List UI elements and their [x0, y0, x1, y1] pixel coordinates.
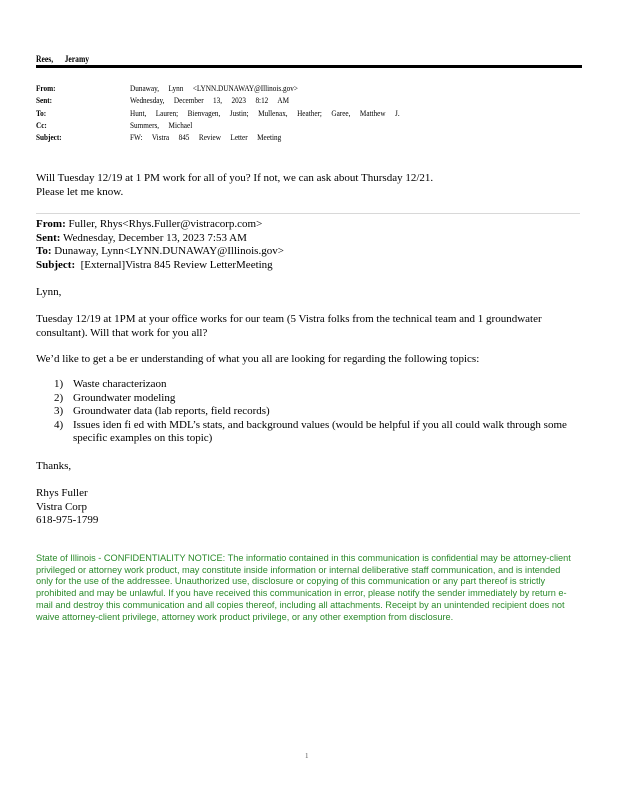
list-item: [36, 378, 581, 392]
topic-number: 4): [54, 418, 64, 431]
email-header: [36, 82, 447, 143]
closing: Thanks,: [36, 460, 72, 472]
forward-divider: [36, 213, 580, 214]
confidentiality-notice: State of Illinois - CONFIDENTIALITY NOTICE: The informatio contained in this communication is confidential may be attorney-client privileged or attorney work product, may constitute inside information or internal deliberative staff communication, and is intended only for the use of the addressee. Unauthorized use, disclosure or copying of this communication or any part thereof is strictly prohibited and may be unlawful. If you have received this communication in error, please notify the sender immediately by return e-mail and destroy this communication and all copies thereof, including all attachments. Receipt by an unintended recipient does not waive attorney-client privilege, attorney work product privilege, or any other exemption from disclosure.: [36, 553, 571, 622]
fwd-sent-label: Sent:: [36, 231, 61, 244]
topics-list: [36, 378, 581, 446]
topic-text: Waste characterizaon: [73, 378, 167, 390]
fwd-sent-row: [36, 232, 586, 246]
paragraph-topics-intro: We’d like to get a be er understanding of what you all are looking for regarding the following topics:: [36, 353, 480, 365]
fwd-subject-row: [36, 259, 586, 273]
topic-text: Groundwater data (lab reports, field records): [73, 405, 270, 418]
list-item: [36, 392, 581, 406]
fwd-subject-value: [External]Vistra 845 Review LetterMeeting: [80, 258, 273, 271]
header-subject-row: [36, 131, 447, 143]
intro-line-2: Please let me know.: [36, 185, 124, 198]
header-divider: [36, 65, 582, 68]
header-to-value: Hunt, Lauren; Bienvagen, Justin; Mullenax, Heather; Garee, Matthew J.: [130, 107, 400, 118]
fwd-to-row: [36, 245, 586, 259]
header-from-value: Dunaway, Lynn <LYNN.DUNAWAY@Illinois.gov>: [130, 83, 298, 93]
intro-message: [36, 172, 586, 199]
header-from-row: [36, 82, 447, 94]
greeting: Lynn,: [36, 286, 62, 298]
document-owner: Rees, Jeramy: [36, 55, 90, 65]
intro-line-1: Will Tuesday 12/19 at 1 PM work for all of you? If not, we can ask about Thursday 12/21.: [36, 172, 434, 184]
header-from-label: From:: [36, 83, 56, 93]
header-sent-label: Sent:: [36, 95, 53, 106]
list-item: [36, 419, 581, 446]
header-subject-label: Subject:: [36, 132, 62, 143]
fwd-to-label: To:: [36, 245, 52, 258]
header-to-row: [36, 107, 447, 119]
topic-text: Issues iden fi ed with MDL’s stats, and background values (would be helpful if you all could walk through some specific examples on this topic): [73, 418, 567, 445]
header-sent-row: [36, 94, 447, 106]
header-cc-label: Cc:: [36, 119, 47, 130]
fwd-from-value: Fuller, Rhys<Rhys.Fuller@vistracorp.com>: [68, 218, 263, 230]
signature-block: [36, 487, 586, 528]
signature-phone: 618-975-1799: [36, 514, 99, 527]
fwd-from-label: From:: [36, 218, 66, 230]
signature-name: Rhys Fuller: [36, 487, 88, 499]
fwd-subject-label: Subject:: [36, 258, 76, 271]
header-cc-row: [36, 119, 447, 131]
topic-number: 1): [54, 378, 64, 390]
header-to-label: To:: [36, 107, 47, 118]
list-item: [36, 405, 581, 419]
fwd-sent-value: Wednesday, December 13, 2023 7:53 AM: [63, 231, 247, 244]
topic-number: 3): [54, 405, 64, 418]
topic-text: Groundwater modeling: [73, 391, 176, 404]
paragraph-meeting: Tuesday 12/19 at 1PM at your office works for our team (5 Vistra folks from the technical team and 1 groundwater consultant). Will that work for you all?: [36, 313, 542, 339]
header-subject-value: FW: Vistra 845 Review Letter Meeting: [130, 132, 282, 143]
signature-company: Vistra Corp: [36, 500, 87, 513]
topic-number: 2): [54, 391, 64, 404]
header-cc-value: Summers, Michael: [130, 119, 193, 130]
fwd-to-value: Dunaway, Lynn<LYNN.DUNAWAY@Illinois.gov>: [54, 245, 284, 258]
forwarded-header: [36, 218, 586, 272]
fwd-from-row: [36, 218, 586, 232]
page-number: 1: [305, 752, 309, 760]
header-sent-value: Wednesday, December 13, 2023 8:12 AM: [130, 95, 290, 106]
